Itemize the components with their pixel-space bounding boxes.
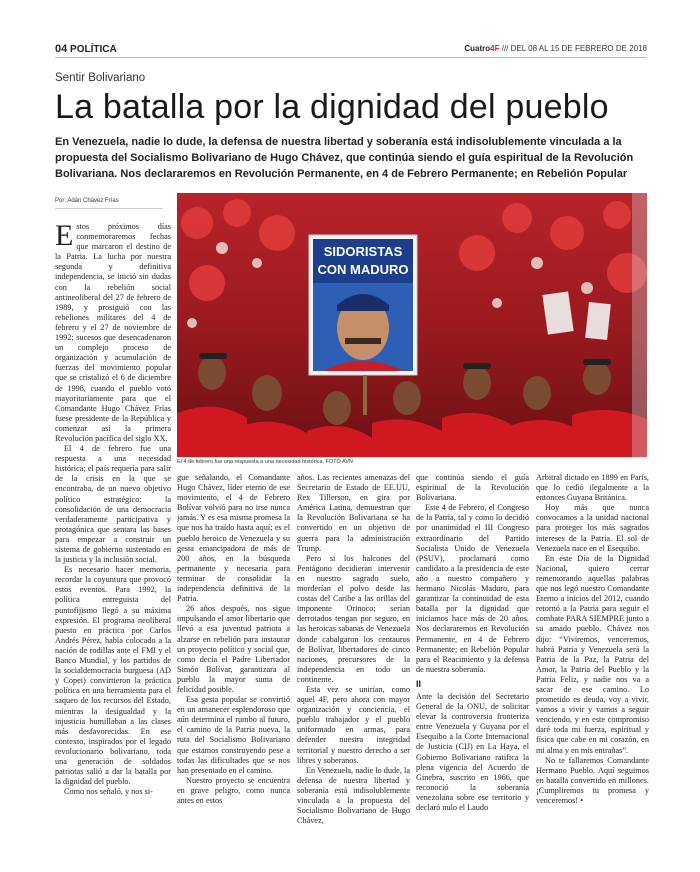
page-header	[55, 43, 647, 58]
byline: Por: Adán Chávez Frías	[55, 198, 119, 204]
section-heading: II	[416, 678, 422, 689]
paragraph: Ante la decisión del Secretario General de la ONU, de solicitar elevar la controversia fronteriza entre Venezuela y Guyana por el Esequibo a la Corte Internacional de Justicia (CIJ) en La Haya, el Gobierno Bolivariano ratifica la plena vigencia del Acuerdo de Ginebra, suscrito en 1966, que reconoció la soberanía venezolana sobre ese territorio y declaró nulo el Laudo	[416, 691, 529, 812]
text-column-2	[177, 473, 290, 872]
paragraph: El 4 de febrero fue una respuesta a una necesidad histórica; el país requería para salir de la crisis en la que se encontraba, de un nuevo objetivo político estratégico: la consolidación de una democracia verdaderamente participativa y protagónica que sentara las bases para empezar a construir un sistema de gobierno sustentado en la justicia y la inclusión social.	[55, 444, 171, 565]
byline-divider	[55, 208, 163, 209]
paragraph: gue señalando, el Comandante Hugo Chávez, líder eterno de ese movimiento, el 4 de Febrero Bolívar volvió para no irse nunca jamás. Y es esa misma promesa la que nos ha traído hasta aquí; es el pueblo heroico de Venezuela y su gesta emancipadora de más de 200 años, en la búsqueda permanente y necesaria para terminar de consolidar la independencia definitiva de la Patria.	[177, 473, 290, 604]
paragraph: Arbitral dictado en 1899 en París, que lo cedió ilegalmente a la entonces Guyana Británica.	[536, 473, 649, 503]
brand-logo: Cuatro4F	[464, 44, 500, 53]
text-column-5	[536, 473, 649, 872]
paragraph: Nuestro proyecto se encuentra en grave peligro, como nunca antes en estos	[177, 775, 290, 805]
paragraph: Hoy más que nunca convocamos a la unidad nacional para proteger los más sagrados intereses de la Patria. El sol de Venezuela nace en el Esequibo.	[536, 503, 649, 553]
paragraph: Pero si los halcones del Pentágono decidieran intervenir en nuestro sagrado suelo, morderían el polvo desde las costas del Caribe a las orillas del imponente Orinoco; serían derrotados tengan por seguro, en las heroicas sabanas de Venezuela donde cabalgaron los centauros de Bolívar, libertadores de cinco naciones, precursores de la independencia en todo un continente.	[297, 553, 410, 684]
kicker: Sentir Bolivariano	[55, 72, 146, 84]
paragraph: Es necesario hacer memoria, recordar la coyuntura que provocó estos eventos. Para 1992, la política entreguista del puntofijismo llegó a su máxima expresión. El programa neoliberal puesto en práctica por Carlos Andrés Pérez, había colocado a la nación de rodillas ante el FMI y el Banco Mundial, y los partidos de la socialdemocracia burguesa (AD y Copei) convirtieron la práctica política en una herramienta para el saqueo de los recursos del Estado, mientras la desigualdad y la injusticia humillaban a las clases más desfavorecidas. En ese contexto, inspirados por el legado revolucionario bolivariano, toda una generación de soldados patriotas salió a dar la batalla por la dignidad del pueblo.	[55, 565, 171, 787]
photo-caption: El 4 de febrero fue una respuesta a una necesidad histórica. FOTO AVN	[177, 459, 353, 465]
text-column-3	[297, 473, 410, 872]
sign-line-1: SIDORISTAS	[323, 244, 403, 259]
paragraph: Estos próximos días conmemoraremos fechas que marcaron el destino de la Patria. La lucha por nuestra segunda y definitiva independencia, se inició sin dudas con la rebelión social antineoliberal del 27 de febrero de 1989, y prosiguió con las rebeliones militares del 4 de febrero y el 27 de noviembre de 1992; sucesos que desencadenaron un complejo proceso de organización y acumulación de fuerzas del movimiento popular que se cristalizó el 6 de diciembre de 1998, cuando el pueblo votó mayoritariamente para que el Comandante Hugo Chávez Frías fuese presidente de la República y comenzar así la primera Revolución pacífica del siglo XX.	[55, 222, 171, 443]
paragraph: Esta vez se unirían, como aquel 4F, pero ahora con mayor organización y conciencia, el pueblo trabajador y el pueblo uniformado en armas, para defender nuestra integridad territorial y nuestro derecho a ser libres y soberanos.	[297, 684, 410, 765]
sign-line-2: CON MADURO	[317, 262, 409, 277]
deck: En Venezuela, nadie lo dude, la defensa de nuestra libertad y soberanía está indisolublemente vinculada a la propuesta del Socialismo Bolivariano de Hugo Chávez, que continúa siendo el guía espiritual de la Revolución Bolivariana. Nos declararemos en Revolución Permanente, en 4 de Febrero Permanente; en Rebelión Popular	[55, 136, 634, 180]
paragraph: Esa gesta popular se convirtió en un amanecer esplendoroso que aún determina el rumbo al futuro, el camino de la Patria nueva, la ruta del Socialismo Bolivariano que estamos construyendo pese a todas las dificultades que se nos han presentado en el camino.	[177, 695, 290, 775]
paragraph: que continúa siendo el guía espiritual de la Revolución Bolivariana.	[416, 473, 529, 503]
text-column-4	[416, 473, 529, 872]
page-number: 04	[55, 43, 68, 55]
section-name: POLÍTICA	[70, 44, 117, 55]
paragraph: Como nos señaló, y nos si-	[64, 787, 153, 797]
paragraph: Este 4 de Febrero, el Congreso de la Patria, tal y como lo decidió por unanimidad el III Congreso extraordinario del Partido Socialista Unido de Venezuela (PSUV), proclamará como candidato a la presidencia de este año a nuestro compañero y hermano Nicolás Maduro, para garantizar la continuidad de esta batalla por la dignidad que iniciamos hace más de 20 años. Nos declararemos en Revolución Permanente, en 4 de Febrero Permanente; en Rebelión Popular para el Reacimiento y la defensa de nuestra soberanía.	[416, 503, 529, 674]
page-section	[55, 43, 117, 55]
text-column-1	[55, 222, 171, 872]
paragraph: En este Día de la Dignidad Nacional, quiero cerrar rememorando aquellas palabras que nos legó nuestro Comandante Eterno a inicios del 2012, cuando retornó a la Patria para seguir el combate PARA SIEMPRE junto a su amado pueblo. Chávez nos dijo: “Viviremos, venceremos, habrá Patria y Venezuela será la Patria de la Paz, la Patria del Amor, la Patria del Pueblo y la Patria Feliz, y nadie nos va a sacar de ese camino. Lo prometido es deuda, voy a vivir, vamos a vivir y vamos a seguir venciendo, y en este compromiso daré toda mi fuerza, espiritual y física que cabe en mi corazón, en mi alma y en mis entrañas”.	[536, 553, 649, 755]
issue-date	[464, 44, 647, 53]
paragraph: No te fallaremos Comandante Hermano Pueblo. Aquí seguimos en batalla convertido en millones. ¡Cumpliremos tu promesa y venceremos! •	[536, 755, 649, 805]
article-photo	[177, 193, 647, 457]
paragraph: años. Las recientes amenazas del Secretario de Estado de EE.UU, Rex Tillerson, en gira por América Latina, demuestran que la Revolución Bolivariana se ha convertido en un objetivo de guerra para la administración Trump.	[297, 473, 410, 553]
date-line: /// DEL 08 AL 15 DE FEBRERO DE 2018	[501, 44, 647, 53]
headline: La batalla por la dignidad del pueblo	[55, 88, 609, 126]
paragraph: En Venezuela, nadie lo dude, la defensa de nuestra libertad y soberanía está indisolublemente vinculada a la propuesta del Socialismo Bolivariano de Hugo Chávez,	[297, 765, 410, 826]
paragraph: 26 años después, nos sigue impulsando el amor libertario que llevó a esa juventud patriota a alzarse en rebelión para instaurar un proyecto político y social que, como decía el Padre Libertador Simón Bolívar, garantizara al pueblo la mayor suma de felicidad posible.	[177, 604, 290, 694]
drop-cap: E	[55, 222, 74, 252]
